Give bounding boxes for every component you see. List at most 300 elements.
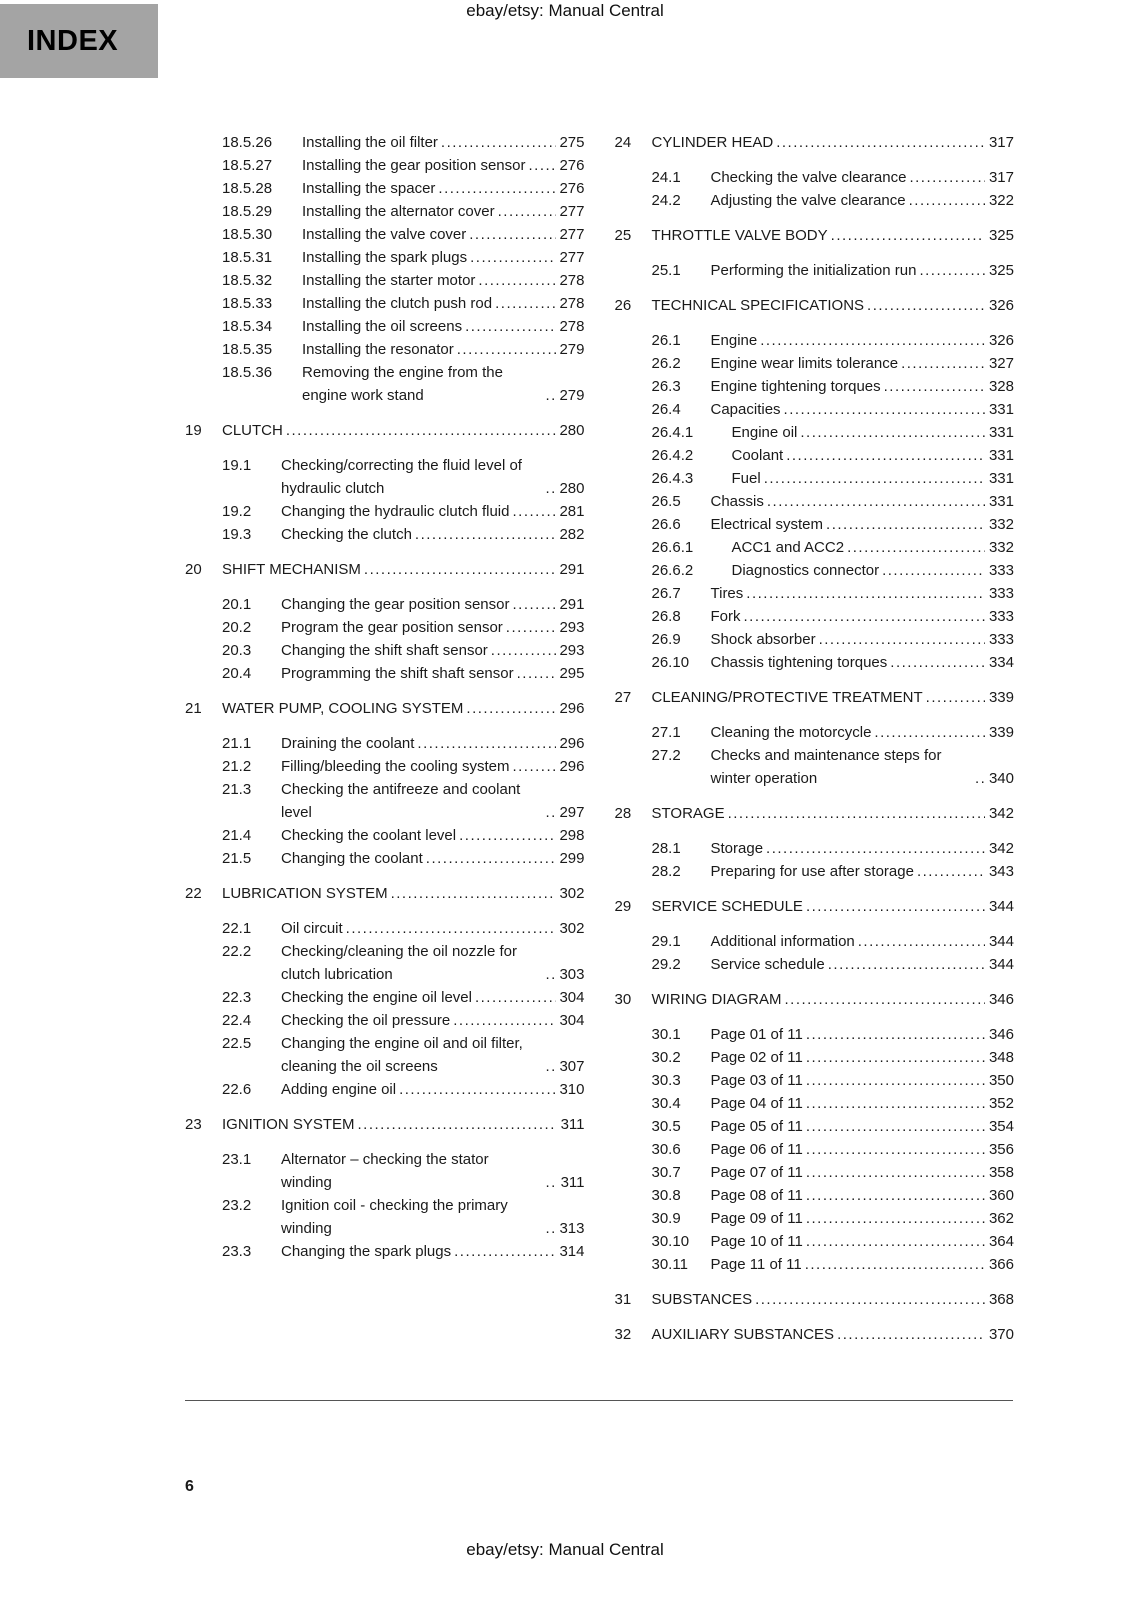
dot-leader xyxy=(975,767,985,790)
entry-number: 20.1 xyxy=(222,596,252,613)
entry-page: 277 xyxy=(559,226,585,243)
dot-leader xyxy=(454,1240,555,1263)
entry-page: 311 xyxy=(560,1174,585,1191)
entry-page: 348 xyxy=(988,1049,1014,1066)
entry-number: 22.1 xyxy=(222,920,252,937)
toc-entry xyxy=(615,1115,1015,1138)
toc-entry xyxy=(615,686,1015,709)
toc-entry xyxy=(615,1092,1015,1115)
dot-leader xyxy=(882,559,985,582)
dot-leader xyxy=(805,1253,985,1276)
dot-leader xyxy=(744,605,986,628)
entry-page: 346 xyxy=(988,1026,1014,1043)
entry-title: Installing the gear position sensor xyxy=(302,157,526,174)
dot-leader xyxy=(470,246,555,269)
entry-title: Cleaning the motorcycle xyxy=(710,724,872,741)
dot-leader xyxy=(884,375,985,398)
dot-leader xyxy=(826,513,985,536)
entry-page: 317 xyxy=(988,134,1014,151)
entry-title: WATER PUMP, COOLING SYSTEM xyxy=(222,700,464,717)
entry-page: 276 xyxy=(559,157,585,174)
entry-title: Page 09 of 11 xyxy=(710,1210,803,1227)
entry-number: 26.6.1 xyxy=(651,539,694,556)
entry-page: 279 xyxy=(559,341,585,358)
dot-leader xyxy=(286,419,556,442)
entry-title: ACC1 and ACC2 xyxy=(731,539,845,556)
entry-title: Installing the resonator xyxy=(302,341,454,358)
entry-title: Installing the valve cover xyxy=(302,226,467,243)
toc-entry xyxy=(615,189,1015,212)
entry-number: 26.2 xyxy=(651,355,681,372)
entry-number: 22.2 xyxy=(222,943,252,960)
entry-title: Additional information xyxy=(710,933,855,950)
entry-page: 299 xyxy=(559,850,585,867)
entry-page: 362 xyxy=(988,1210,1014,1227)
dot-leader xyxy=(746,582,985,605)
entry-number: 22.6 xyxy=(222,1081,252,1098)
entry-title: Checking the clutch xyxy=(281,526,412,543)
dot-leader xyxy=(767,490,985,513)
dot-leader xyxy=(837,1323,985,1346)
entry-title: CLEANING/PROTECTIVE TREATMENT xyxy=(651,689,923,706)
entry-page: 327 xyxy=(988,355,1014,372)
entry-number: 26.6.2 xyxy=(651,562,694,579)
entry-page: 331 xyxy=(988,424,1014,441)
entry-page: 317 xyxy=(988,169,1014,186)
entry-number: 30.11 xyxy=(651,1256,688,1273)
entry-title: Installing the spacer xyxy=(302,180,436,197)
dot-leader xyxy=(469,223,555,246)
dot-leader xyxy=(786,444,985,467)
toc-entry xyxy=(615,1161,1015,1184)
entry-page: 277 xyxy=(559,203,585,220)
entry-title: Page 10 of 11 xyxy=(710,1233,803,1250)
dot-leader xyxy=(901,352,985,375)
entry-page: 313 xyxy=(559,1220,585,1237)
toc-entry xyxy=(615,628,1015,651)
entry-number: 28.1 xyxy=(651,840,681,857)
entry-page: 311 xyxy=(560,1116,585,1133)
entry-title: Alternator – checking the stator winding xyxy=(281,1151,489,1191)
toc-entry xyxy=(615,131,1015,154)
dot-leader xyxy=(517,662,556,685)
entry-number: 24 xyxy=(614,134,632,151)
entry-title: Changing the coolant xyxy=(281,850,423,867)
dot-leader xyxy=(512,755,555,778)
header-title: ebay/etsy: Manual Central xyxy=(466,1,664,20)
entry-title: Checking the coolant level xyxy=(281,827,457,844)
entry-title: Adding engine oil xyxy=(281,1081,397,1098)
dot-leader xyxy=(453,1009,555,1032)
dot-leader xyxy=(391,882,556,905)
toc-entry xyxy=(185,131,585,154)
toc-entry xyxy=(615,1288,1015,1311)
entry-number: 20 xyxy=(185,561,202,578)
toc-entry xyxy=(615,1184,1015,1207)
toc-entry xyxy=(615,651,1015,674)
toc-entry xyxy=(185,315,585,338)
dot-leader xyxy=(546,477,556,500)
entry-page: 339 xyxy=(988,689,1014,706)
entry-number: 21.5 xyxy=(222,850,252,867)
entry-page: 281 xyxy=(559,503,585,520)
toc-entry xyxy=(185,558,585,581)
entry-page: 303 xyxy=(559,966,585,983)
footer-divider xyxy=(185,1400,1013,1401)
entry-title: Preparing for use after storage xyxy=(710,863,914,880)
entry-number: 18.5.27 xyxy=(222,157,273,174)
entry-number: 22.4 xyxy=(222,1012,252,1029)
entry-title: Page 06 of 11 xyxy=(710,1141,803,1158)
entry-title: Page 04 of 11 xyxy=(710,1095,803,1112)
dot-leader xyxy=(847,536,985,559)
entry-page: 333 xyxy=(988,562,1014,579)
toc-entry xyxy=(615,860,1015,883)
dot-leader xyxy=(417,732,555,755)
toc-entry xyxy=(185,1194,585,1240)
entry-page: 326 xyxy=(988,332,1014,349)
entry-title: Filling/bleeding the cooling system xyxy=(281,758,510,775)
entry-title: Engine tightening torques xyxy=(710,378,881,395)
dot-leader xyxy=(475,986,556,1009)
entry-page: 328 xyxy=(988,378,1014,395)
dot-leader xyxy=(498,200,556,223)
entry-title: Checking the engine oil level xyxy=(281,989,472,1006)
entry-title: Changing the gear position sensor xyxy=(281,596,510,613)
entry-title: Tires xyxy=(710,585,744,602)
entry-page: 342 xyxy=(988,805,1014,822)
entry-title: Draining the coolant xyxy=(281,735,415,752)
dot-leader xyxy=(546,384,556,407)
toc-entry xyxy=(615,721,1015,744)
toc-entry xyxy=(185,500,585,523)
entry-title: Installing the starter motor xyxy=(302,272,476,289)
entry-title: Installing the spark plugs xyxy=(302,249,468,266)
entry-number: 18.5.28 xyxy=(222,180,273,197)
dot-leader xyxy=(806,1230,985,1253)
entry-page: 325 xyxy=(988,262,1014,279)
dot-leader xyxy=(919,259,985,282)
entry-title: Checking the antifreeze and coolant level xyxy=(281,781,521,821)
toc-entry xyxy=(185,697,585,720)
entry-title: Shock absorber xyxy=(710,631,816,648)
entry-title: Page 08 of 11 xyxy=(710,1187,803,1204)
entry-number: 18.5.30 xyxy=(222,226,273,243)
dot-leader xyxy=(506,616,556,639)
toc-entry xyxy=(615,744,1015,790)
entry-number: 22.5 xyxy=(222,1035,252,1052)
entry-number: 30.3 xyxy=(651,1072,681,1089)
index-label: INDEX xyxy=(27,24,119,57)
dot-leader xyxy=(917,860,985,883)
entry-page: 280 xyxy=(559,422,585,439)
entry-number: 20.4 xyxy=(222,665,252,682)
entry-page: 291 xyxy=(559,596,585,613)
dot-leader xyxy=(465,315,555,338)
entry-title: Checking the valve clearance xyxy=(710,169,907,186)
entry-page: 275 xyxy=(559,134,585,151)
toc-entry xyxy=(185,1240,585,1263)
dot-leader xyxy=(513,593,556,616)
entry-page: 331 xyxy=(988,401,1014,418)
dot-leader xyxy=(491,639,556,662)
toc-entry xyxy=(615,1023,1015,1046)
entry-title: Page 07 of 11 xyxy=(710,1164,803,1181)
toc-entry xyxy=(615,895,1015,918)
toc-entry xyxy=(185,269,585,292)
toc-entry xyxy=(615,444,1015,467)
entry-title: Page 03 of 11 xyxy=(710,1072,803,1089)
entry-page: 307 xyxy=(559,1058,585,1075)
entry-page: 354 xyxy=(988,1118,1014,1135)
toc-entry xyxy=(185,523,585,546)
dot-leader xyxy=(867,294,985,317)
toc-entry xyxy=(615,259,1015,282)
entry-number: 23 xyxy=(185,1116,202,1133)
entry-page: 342 xyxy=(988,840,1014,857)
entry-page: 295 xyxy=(559,665,585,682)
entry-number: 27 xyxy=(614,689,632,706)
entry-number: 30.2 xyxy=(651,1049,681,1066)
entry-number: 26.3 xyxy=(651,378,681,395)
entry-number: 22.3 xyxy=(222,989,252,1006)
toc-entry xyxy=(615,1138,1015,1161)
entry-title: Checking/cleaning the oil nozzle for clutch lubrication xyxy=(281,943,517,983)
entry-title: Changing the spark plugs xyxy=(281,1243,452,1260)
dot-leader xyxy=(806,1046,985,1069)
dot-leader xyxy=(512,500,555,523)
entry-page: 344 xyxy=(988,956,1014,973)
dot-leader xyxy=(528,154,555,177)
toc-entry xyxy=(185,223,585,246)
entry-title: WIRING DIAGRAM xyxy=(651,991,782,1008)
entry-number: 23.2 xyxy=(222,1197,252,1214)
entry-page: 331 xyxy=(988,493,1014,510)
toc-entry xyxy=(615,294,1015,317)
entry-page: 291 xyxy=(559,561,585,578)
dot-leader xyxy=(478,269,555,292)
dot-leader xyxy=(364,558,556,581)
toc-entry xyxy=(185,940,585,986)
entry-number: 32 xyxy=(614,1326,632,1343)
entry-number: 26.4.2 xyxy=(651,447,694,464)
toc-entry xyxy=(615,166,1015,189)
dot-leader xyxy=(806,1207,985,1230)
dot-leader xyxy=(776,131,985,154)
entry-page: 333 xyxy=(988,585,1014,602)
entry-page: 278 xyxy=(559,272,585,289)
entry-title: THROTTLE VALVE BODY xyxy=(651,227,828,244)
entry-number: 30.1 xyxy=(651,1026,681,1043)
entry-page: 296 xyxy=(559,735,585,752)
dot-leader xyxy=(806,1161,985,1184)
entry-title: Oil circuit xyxy=(281,920,343,937)
dot-leader xyxy=(828,953,985,976)
entry-page: 352 xyxy=(988,1095,1014,1112)
entry-number: 21.4 xyxy=(222,827,252,844)
dot-leader xyxy=(358,1113,556,1136)
entry-number: 26.4 xyxy=(651,401,681,418)
entry-title: AUXILIARY SUBSTANCES xyxy=(651,1326,835,1343)
entry-number: 21.2 xyxy=(222,758,252,775)
dot-leader xyxy=(806,895,985,918)
toc-entry xyxy=(185,616,585,639)
entry-title: SERVICE SCHEDULE xyxy=(651,898,803,915)
entry-title: Fuel xyxy=(731,470,761,487)
dot-leader xyxy=(874,721,985,744)
dot-leader xyxy=(806,1092,985,1115)
entry-number: 29.1 xyxy=(651,933,681,950)
toc-entry xyxy=(185,882,585,905)
dot-leader xyxy=(760,329,985,352)
entry-page: 358 xyxy=(988,1164,1014,1181)
toc-entry xyxy=(185,755,585,778)
toc-entry xyxy=(185,200,585,223)
dot-leader xyxy=(766,837,985,860)
entry-number: 26 xyxy=(614,297,632,314)
toc-entry xyxy=(615,953,1015,976)
entry-title: TECHNICAL SPECIFICATIONS xyxy=(651,297,865,314)
toc-entry xyxy=(185,177,585,200)
entry-number: 19.2 xyxy=(222,503,252,520)
entry-page: 276 xyxy=(559,180,585,197)
toc-left-column xyxy=(185,131,585,1358)
entry-title: Page 02 of 11 xyxy=(710,1049,803,1066)
table-of-contents xyxy=(185,131,1014,1358)
entry-title: CYLINDER HEAD xyxy=(651,134,774,151)
entry-number: 18.5.35 xyxy=(222,341,273,358)
entry-page: 293 xyxy=(559,642,585,659)
entry-number: 19 xyxy=(185,422,202,439)
entry-title: CLUTCH xyxy=(222,422,283,439)
dot-leader xyxy=(858,930,985,953)
dot-leader xyxy=(806,1023,985,1046)
dot-leader xyxy=(457,338,556,361)
entry-title: Programming the shift shaft sensor xyxy=(281,665,514,682)
entry-title: Storage xyxy=(710,840,764,857)
toc-entry xyxy=(185,824,585,847)
entry-page: 278 xyxy=(559,318,585,335)
toc-entry xyxy=(615,1046,1015,1069)
toc-entry xyxy=(615,1323,1015,1346)
entry-number: 26.5 xyxy=(651,493,681,510)
dot-leader xyxy=(784,398,985,421)
toc-entry xyxy=(185,917,585,940)
entry-number: 22 xyxy=(185,885,202,902)
entry-title: Installing the oil screens xyxy=(302,318,463,335)
dot-leader xyxy=(546,963,556,986)
entry-title: Installing the alternator cover xyxy=(302,203,495,220)
dot-leader xyxy=(466,697,555,720)
entry-page: 344 xyxy=(988,898,1014,915)
entry-title: Checking/correcting the fluid level of hydraulic clutch xyxy=(281,457,522,497)
entry-number: 18.5.31 xyxy=(222,249,273,266)
entry-page: 360 xyxy=(988,1187,1014,1204)
dot-leader xyxy=(909,189,985,212)
entry-title: Removing the engine from the engine work stand xyxy=(302,364,503,404)
entry-page: 370 xyxy=(988,1326,1014,1343)
dot-leader xyxy=(890,651,985,674)
toc-entry xyxy=(185,986,585,1009)
entry-page: 368 xyxy=(988,1291,1014,1308)
toc-entry xyxy=(615,352,1015,375)
entry-page: 278 xyxy=(559,295,585,312)
entry-number: 19.1 xyxy=(222,457,252,474)
entry-title: Changing the shift shaft sensor xyxy=(281,642,488,659)
dot-leader xyxy=(800,421,985,444)
entry-page: 282 xyxy=(559,526,585,543)
dot-leader xyxy=(399,1078,555,1101)
entry-title: Page 01 of 11 xyxy=(710,1026,803,1043)
dot-leader xyxy=(728,802,985,825)
entry-number: 30.6 xyxy=(651,1141,681,1158)
toc-entry xyxy=(615,930,1015,953)
entry-page: 296 xyxy=(559,758,585,775)
toc-entry xyxy=(615,1069,1015,1092)
toc-entry xyxy=(615,1253,1015,1276)
entry-title: Changing the engine oil and oil filter, cleaning the oil screens xyxy=(281,1035,523,1075)
entry-number: 23.1 xyxy=(222,1151,252,1168)
entry-number: 29.2 xyxy=(651,956,681,973)
entry-page: 340 xyxy=(988,770,1014,787)
entry-page: 325 xyxy=(988,227,1014,244)
toc-entry xyxy=(615,398,1015,421)
entry-page: 326 xyxy=(988,297,1014,314)
toc-entry xyxy=(615,582,1015,605)
dot-leader xyxy=(806,1069,985,1092)
dot-leader xyxy=(346,917,556,940)
toc-entry xyxy=(615,1230,1015,1253)
toc-entry xyxy=(615,329,1015,352)
dot-leader xyxy=(426,847,556,870)
entry-title: Coolant xyxy=(731,447,784,464)
entry-number: 18.5.29 xyxy=(222,203,273,220)
dot-leader xyxy=(831,224,985,247)
entry-page: 296 xyxy=(559,700,585,717)
entry-number: 21.3 xyxy=(222,781,252,798)
entry-page: 314 xyxy=(559,1243,585,1260)
entry-page: 302 xyxy=(559,885,585,902)
entry-number: 23.3 xyxy=(222,1243,252,1260)
entry-page: 297 xyxy=(559,804,585,821)
entry-title: Ignition coil - checking the primary winding xyxy=(281,1197,508,1237)
dot-leader xyxy=(806,1184,985,1207)
entry-title: Page 05 of 11 xyxy=(710,1118,803,1135)
entry-number: 18.5.33 xyxy=(222,295,273,312)
entry-number: 28.2 xyxy=(651,863,681,880)
entry-number: 26.4.3 xyxy=(651,470,694,487)
entry-page: 322 xyxy=(988,192,1014,209)
entry-title: STORAGE xyxy=(651,805,725,822)
toc-entry xyxy=(615,802,1015,825)
toc-entry xyxy=(185,338,585,361)
entry-number: 26.6 xyxy=(651,516,681,533)
entry-number: 26.1 xyxy=(651,332,681,349)
entry-number: 26.4.1 xyxy=(651,424,694,441)
entry-title: Chassis xyxy=(710,493,764,510)
entry-page: 304 xyxy=(559,1012,585,1029)
entry-title: Performing the initialization run xyxy=(710,262,917,279)
entry-title: Adjusting the valve clearance xyxy=(710,192,906,209)
dot-leader xyxy=(926,686,985,709)
entry-number: 26.10 xyxy=(651,654,690,671)
toc-entry xyxy=(615,421,1015,444)
dot-leader xyxy=(764,467,985,490)
entry-number: 24.2 xyxy=(651,192,681,209)
toc-entry xyxy=(615,559,1015,582)
entry-page: 293 xyxy=(559,619,585,636)
entry-title: SUBSTANCES xyxy=(651,1291,753,1308)
